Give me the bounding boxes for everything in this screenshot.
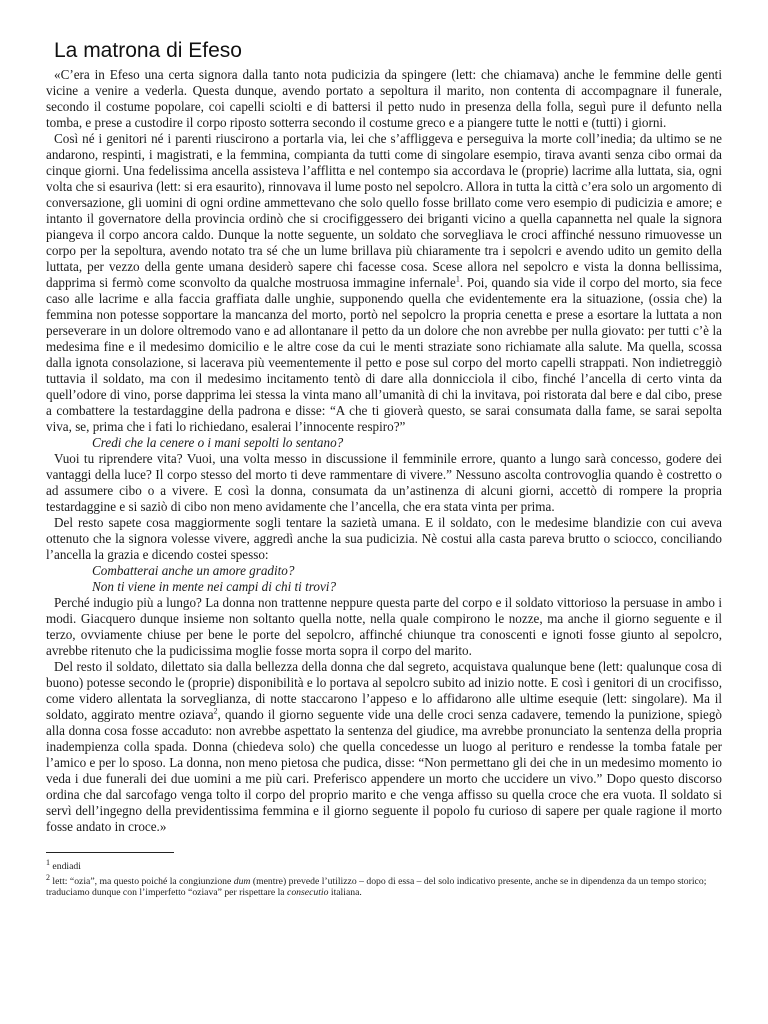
text-run: , quando il giorno seguente vide una delle croci senza cadavere, temendo la punizione, spiegò alla donna cosa fosse accaduto: non avrebbe aspettato la sentenza del giudice, ma avrebbe pronunciato la sentenza della propria inadempienza colla spada. Donna (chiedeva solo) che quella concedesse un luogo al perituro e rendesse la tomba fatale per l’amico e per lo sposo. La donna, non meno pietosa che pudica, disse: “Non permettano gli dei che in un medesimo momento io veda i due funerali dei due uomini a me più cari. Preferisco appendere un morto che uccidere un vivo.” Dopo questo discorso ordina che dal sarcofago venga tolto il corpo del proprio marito e che venga affisso su quella croce che era vuota. Il soldato si servì dell’ingegno della previdentissima femmina e il giorno seguente il popolo fu curioso di sapere per quale ragione il morto fosse andato in croce.» <box>46 707 722 834</box>
verse-line: Non ti viene in mente nei campi di chi ti trovi? <box>92 579 337 594</box>
text-run: Vuoi tu riprendere vita? Vuoi, una volta messo in discussione il femminile errore, quanto a lungo sarà concesso, godere dei vantaggi della luce? Il corpo stesso del morto ti deve rammentare di vivere.” Nessuno ascolta controvoglia quando è costretto o ad assumere cibo o a vivere. E così la donna, consumata da un’astinenza di alcuni giorni, accettò di rompere la propria testardaggine e si saziò di cibo non meno avidamente che l’ancella, che era stata vinta per prima. <box>46 451 722 514</box>
footnote-divider <box>46 852 174 853</box>
text-run: (mentre) prevede l’utilizzo – dopo di essa – del solo indicativo presente, anche se in dipendenza da un tempo storico; traduciamo dunque con l’imperfetto “oziava” per rispettare la <box>46 875 707 898</box>
text-run: Del resto sapete cosa maggiormente sogli tentare la sazietà umana. E il soldato, con le medesime blandizie con cui aveva ottenuto che la signora volesse vivere, aggredì anche la sua pudicizia. Nè costui alla casta pareva brutto o sciocco, conciliando l’ancella la grazia e dicendo costei spesso: <box>46 515 722 562</box>
text-run: «C’era in Efeso una certa signora dalla tanto nota pudicizia da spingere (lett: che chiamava) anche le femmine delle genti vicine a venire a vederla. Questa dunque, avendo portato a sepoltura il marito, non contenta di accompagnare il funerale, secondo il costume popolare, coi capelli sciolti e di battersi il petto nudo in presenza della folla, seguì pure il defunto nella tomba, e prese a custodire il corpo riposto sotterra secondo il costume greco e a piangere tutte le notti e (tutti) i giorni. <box>46 67 722 130</box>
paragraph <box>46 595 722 659</box>
text-run: lett: “ozia”, ma questo poiché la congiunzione <box>50 875 234 887</box>
verse-line: Credi che la cenere o i mani sepolti lo sentano? <box>92 435 344 450</box>
text-run: Perché indugio più a lungo? La donna non trattenne neppure questa parte del corpo e il soldato vittorioso la persuase in ambo i modi. Giacquero dunque insieme non soltanto quella notte, nella quale compirono le nozze, ma anche il giorno seguente e il terzo, ovviamente chiuse per bene le porte del sepolcro, affinché chiunque tra conoscenti e ignoti fosse giunto al sepolcro, avrebbe ritenuto che la pudicissima moglie fosse morta sopra il corpo del marito. <box>46 595 722 658</box>
text-run: . Poi, quando sia vide il corpo del morto, sia fece caso alle lacrime e alla faccia graffiata dalle unghie, supponendo quella che evidentemente era la situazione, (ossia che) la femmina non potesse sopportare la mancanza del morto, portò nel sepolcro la propria cenetta e prese a esortare la luttata a non perseverare in un dolore oltremodo vano e ad allontanare il petto da un dolore che non avrebbe per nulla giovato: per tutti c’è la medesima fine e il medesimo domicilio e le altre cose da cui le menti straziate sono richiamate alla salute. Ma quella, scossa dalla ignota consolazione, si lacerava più veementemente il petto e pose sul corpo del morto capelli strappati. Non indietreggiò tuttavia il soldato, ma con il medesimo incitamento tentò di dare alla donnicciola il cibo, finché l’ancella di certo vinta da quell’odore di vino, porse dapprima lei stessa la vinta mano all’umanità di chi la invitava, poi ristorata dal bere e dal cibo, prese a combattere la testardaggine della padrona e disse: “A che ti gioverà questo, se sarai consumata dalla fame, se sarai sepolta viva, se, prima che i fati lo richiedano, esalerai l’innocente respiro?” <box>46 275 722 434</box>
body-part-1 <box>46 67 722 435</box>
paragraph <box>46 451 722 515</box>
footnote-marker: 2 <box>213 706 218 716</box>
paragraph <box>46 515 722 563</box>
page-title: La matrona di Efeso <box>54 39 242 62</box>
footnote-marker: 1 <box>46 857 50 867</box>
text-run: italiana. <box>328 887 362 898</box>
italic-text: dum <box>233 875 251 887</box>
footnote <box>46 857 722 873</box>
paragraph <box>46 131 722 435</box>
footnote-marker: 2 <box>46 872 50 882</box>
footnotes <box>46 857 722 899</box>
footnote <box>46 872 722 899</box>
verse-block-1 <box>46 435 722 451</box>
document-page <box>46 38 722 902</box>
text-run: Del resto il soldato, dilettato sia dalla bellezza della donna che dal segreto, acquistava qualunque bene (lett: qualunque cosa di buono) potesse secondo le (proprie) disponibilità e lo portava al sepolcro subito ad inizio notte. E così i genitori di un crocifisso, come videro allentata la sorveglianza, di notte staccarono l’appeso e lo affidarono alle ultime esequie (lett: singolare). Ma il soldato, aggirato mentre oziava <box>46 659 722 722</box>
verse-line: Combatterai anche un amore gradito? <box>92 563 295 578</box>
footnote-marker: 1 <box>455 274 460 284</box>
text-run: endiadi <box>50 861 81 872</box>
paragraph <box>46 659 722 835</box>
body-part-3 <box>46 595 722 835</box>
paragraph <box>46 67 722 131</box>
body-part-2 <box>46 451 722 563</box>
verse-block-2 <box>46 563 722 595</box>
italic-text: consecutio <box>287 887 329 898</box>
text-run: Così né i genitori né i parenti riuscirono a portarla via, lei che s’affliggeva e perseguiva la morte coll’inedia; da ultimo se ne andarono, respinti, i magistrati, e la femmina, compianta da tutti come di singolare esempio, tirava avanti senza cibo ormai da cinque giorni. Una fedelissima ancella assisteva l’afflitta e nel contempo sia accordava le (proprie) lacrime alla luttata, sia, ogni volta che si esauriva (lett: si era esaurito), rinnovava il lume posto nel sepolcro. Allora in tutta la città c’era solo un argomento di conversazione, gli uomini di ogni ordine ammettevano che solo quello fosse brillato come vero esempio di pudicizia e amore; e intanto il governatore della provincia ordinò che si crocifiggessero dei briganti vicino a quella capannetta nel quale la signora piangeva il corpo ancora caldo. Dunque la notte seguente, un soldato che sorvegliava le croci affinché nessuno rimuovesse un corpo per la sepoltura, avendo notato tra sé che un lume brillava più chiaramente tra i sepolcri e avendo udito un gemito della luttata, per vezzo della gente umana desiderò sapere chi facesse cosa. Scese allora nel sepolcro e vista la donna bellissima, dapprima si fermò come sconvolto da qualche mostruosa immagine infernale <box>46 131 722 290</box>
